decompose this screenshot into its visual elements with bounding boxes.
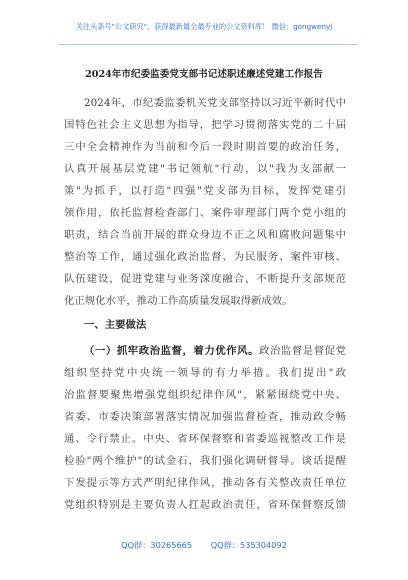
paragraph-line: 国特色社会主义思想为指导，把学习贯彻落实党的二十届 [64,119,346,131]
paragraph-line: 策"为抓手，以打造"四强"党支部为目标，发挥党建引 [64,185,346,197]
header-note: 关注头条号"公文研究"，获得最新最全最专业的公文资料库！ 微信：gongwenyj [75,22,333,31]
page-title: 2024年市纪委监委党支部书记述职述廉述党建工作报告 [85,69,323,80]
paragraph-line: 领作用，依托监督检查部门、案件审理部门两个党小组的 [64,207,346,219]
header-divider [58,44,358,45]
footer-qq-group-1: QQ群：30265665 [121,540,193,550]
paragraph-line: 认真开展基层党建"书记领航"行动，以"我为支部献一 [64,163,346,175]
paragraph-line: 队伍建设，促进党建与业务深度融合，不断提升支部规范 [64,273,346,285]
paragraph-line: 组织坚持党中央统一领导的有力举措。我们提出"政 [64,367,346,379]
paragraph-line: 整治等工作，通过强化政治监督、为民服务、案件审核、 [64,251,346,263]
footer-qq-group-2: QQ群：535304092 [210,540,287,550]
paragraph-line: 省委、市委决策部署落实情况加强监督检查，推动政令畅 [64,411,346,423]
paragraph-line: 下发提示等方式严明纪律作风，推动各有关整改责任单位 [64,477,346,489]
paragraph-line: 治监督要聚焦增强党组织纪律作风"，紧紧围绕党中央、 [64,389,346,401]
section-heading: 一、主要做法 [84,319,147,331]
paragraph-line: 化正规化水平，推动工作高质量发展取得新成效。 [64,295,293,307]
footer [0,540,408,551]
paragraph-line: 三中全会精神作为当前和今后一段时期首要的政治任务， [64,141,346,153]
subsection-text: 政治监督是督促党 [259,345,346,357]
subsection-first-line [84,344,346,359]
paragraph-line: 检验"两个维护"的试金石，我们强化调研督导。谈话提醒 [64,455,346,467]
paragraph-line: 2024年，市纪委监委机关党支部坚持以习近平新时代中 [84,97,346,109]
paragraph-line: 通、令行禁止。中央、省环保督察和省委巡视整改工作是 [64,433,346,445]
paragraph-line: 党组织特别是主要负责人扛起政治责任，省环保督察反馈 [64,499,346,511]
subsection-heading: （一）抓牢政治监督，着力优作风。 [84,345,260,357]
paragraph-line: 职责，结合当前开展的群众身边不正之风和腐败问题集中 [64,229,346,241]
